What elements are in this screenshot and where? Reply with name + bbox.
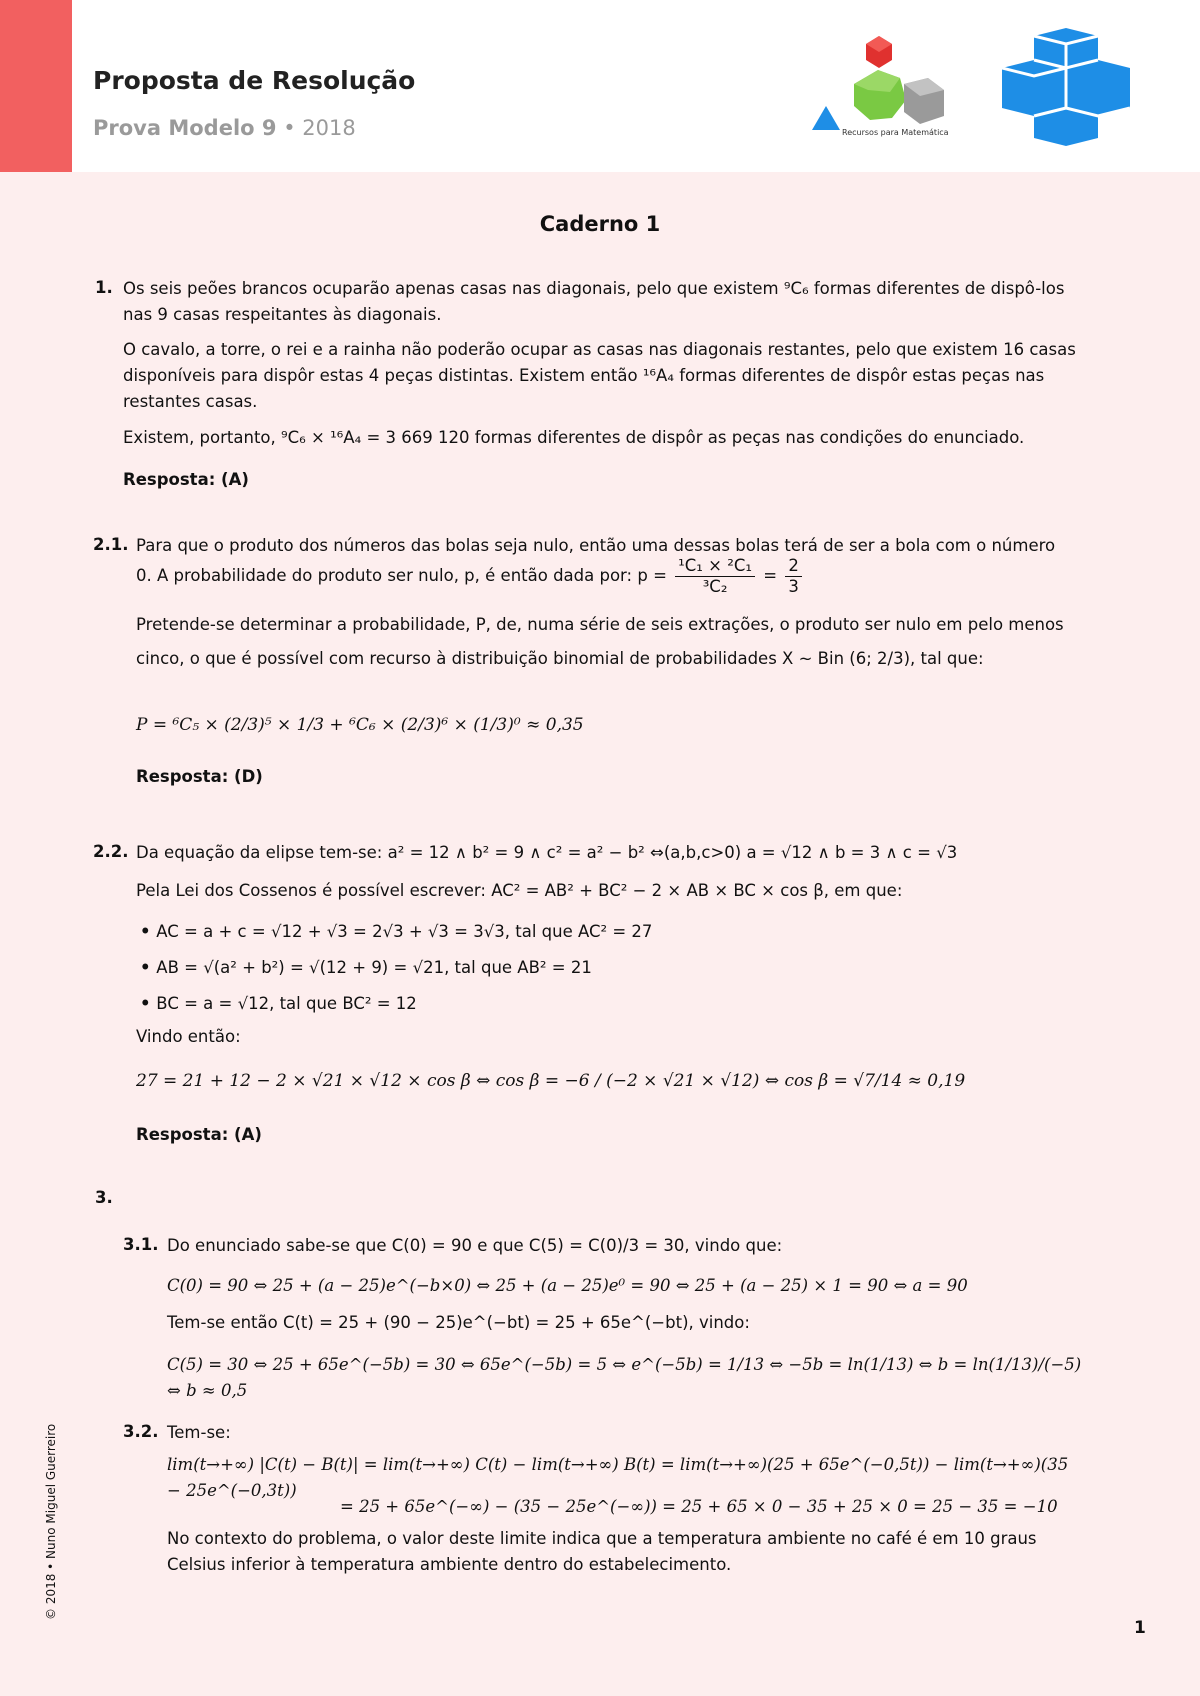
question-2-1-para-1b (136, 556, 1086, 597)
result-denominator: 3 (788, 577, 799, 596)
question-2-1-para-1: Para que o produto dos números das bolas seja nulo, então uma dessas bolas terá de ser a bola com o número (136, 536, 1056, 555)
cosine-formula: 27 = 21 + 12 − 2 × √21 × √12 × cos β ⇔ cos β = −6 / (−2 × √21 × √12) ⇔ cos β = √7/14 ≈ 0,19 (136, 1071, 966, 1091)
question-2-2-para-2: Pela Lei dos Cossenos é possível escrever: AC² = AB² + BC² − 2 × AB × BC × cos β, em que: (136, 881, 903, 900)
cube-icon (1002, 28, 1130, 146)
question-3-1-line-3: Tem-se então C(t) = 25 + (90 − 25)e^(−bt) = 25 + 65e^(−bt), vindo: (167, 1313, 750, 1332)
question-1-answer: Resposta: (A) (123, 470, 249, 489)
recursos-logo (812, 32, 982, 144)
question-2-1-para-2: Pretende-se determinar a probabilidade, P, de, numa série de seis extrações, o produto ser nulo em pelo menos (136, 615, 1064, 634)
copyright-vertical: © 2018 • Nuno Miguel Guerreiro (44, 1423, 58, 1620)
bullet-ab: • AB = √(a² + b²) = √(12 + 9) = √21, tal que AB² = 21 (140, 950, 1080, 986)
question-3-2-line-1: Tem-se: (167, 1423, 231, 1442)
probability-result-fraction (785, 556, 802, 597)
header (0, 0, 1200, 172)
bullet-bc: • BC = a = √12, tal que BC² = 12 (140, 986, 1080, 1022)
question-2-2-answer: Resposta: (A) (136, 1125, 262, 1144)
result-numerator: 2 (785, 556, 802, 577)
binomial-formula: P = ⁶C₅ × (2/3)⁵ × 1/3 + ⁶C₆ × (2/3)⁶ × (1/3)⁰ ≈ 0,35 (136, 715, 584, 735)
question-3-2-number: 3.2. (123, 1422, 159, 1441)
question-2-1-para-2b: cinco, o que é possível com recurso à distribuição binomial de probabilidades X ∼ Bin (6; 2/3), tal que: (136, 649, 984, 668)
bullet-ac: • AC = a + c = √12 + √3 = 2√3 + √3 = 3√3, tal que AC² = 27 (140, 914, 1080, 950)
question-1-number: 1. (95, 278, 113, 297)
question-2-2-para-1: Da equação da elipse tem-se: a² = 12 ∧ b² = 9 ∧ c² = a² − b² ⇔(a,b,c>0) a = √12 ∧ b = 3 ∧ c = √3 (136, 843, 958, 862)
page-number: 1 (1134, 1618, 1146, 1638)
fraction-numerator: ¹C₁ × ²C₁ (675, 556, 755, 577)
question-2-1-answer: Resposta: (D) (136, 767, 263, 786)
subtitle-year: 2018 (302, 116, 356, 140)
question-3-1-line-4: C(5) = 30 ⇔ 25 + 65e^(−5b) = 30 ⇔ 65e^(−5b) = 5 ⇔ e^(−5b) = 1/13 ⇔ −5b = ln(1/13) ⇔ b = ln(1/13)/(−5) ⇔ b ≈ 0,5 (167, 1355, 1082, 1400)
question-3-1-number: 3.1. (123, 1235, 159, 1254)
question-3-2-line-2: lim(t→+∞) |C(t) − B(t)| = lim(t→+∞) C(t) − lim(t→+∞) B(t) = lim(t→+∞)(25 + 65e^(−0,5t)) − lim(t→+∞)(35 − 25e^(−0,3t)) (167, 1455, 1069, 1500)
cosine-law-bullets (140, 914, 1080, 1022)
question-1-para-2: O cavalo, a torre, o rei e a rainha não poderão ocupar as casas nas diagonais restantes, pelo que existem 16 casas disponíveis para dispôr estas 4 peças distintas. Existem então ¹⁶A₄ formas diferentes de dispôr estas peças nas restantes casas. (123, 340, 1076, 411)
question-3-number: 3. (95, 1188, 113, 1207)
question-3-2-line-4: No contexto do problema, o valor deste limite indica que a temperatura ambiente no café é em 10 graus Celsius inferior à temperatura ambiente dentro do estabelecimento. (167, 1529, 1037, 1574)
probability-fraction (675, 556, 755, 597)
document-title: Proposta de Resolução (93, 66, 416, 95)
question-2-2-number: 2.2. (93, 842, 129, 861)
fraction-equals: = (763, 566, 778, 585)
cube-logo (1002, 28, 1130, 146)
question-2-1-para-1b-text: 0. A probabilidade do produto ser nulo, p, é então dada por: p = (136, 566, 667, 585)
question-1-para-3: Existem, portanto, ⁹C₆ × ¹⁶A₄ = 3 669 120 formas diferentes de dispôr as peças nas condições do enunciado. (123, 428, 1025, 447)
question-3-2-line-3: = 25 + 65e^(−∞) − (35 − 25e^(−∞)) = 25 + 65 × 0 − 35 + 25 × 0 = 25 − 35 = −10 (340, 1497, 1058, 1516)
fraction-denominator: ³C₂ (702, 577, 728, 596)
question-2-1-number: 2.1. (93, 535, 129, 554)
section-title: Caderno 1 (539, 212, 661, 236)
logo-text: Recursos para Matemática (842, 128, 949, 137)
question-3-1-line-2: C(0) = 90 ⇔ 25 + (a − 25)e^(−b×0) ⇔ 25 + (a − 25)e⁰ = 90 ⇔ 25 + (a − 25) × 1 = 90 ⇔ a = 90 (167, 1276, 968, 1295)
subtitle-main: Prova Modelo 9 (93, 116, 277, 140)
question-2-2-para-3: Vindo então: (136, 1027, 241, 1046)
document-subtitle (93, 116, 356, 140)
subtitle-separator: • (283, 116, 296, 140)
accent-bar (0, 0, 72, 172)
question-1-para-1: Os seis peões brancos ocuparão apenas casas nas diagonais, pelo que existem ⁹C₆ formas diferentes de dispô-los nas 9 casas respeitantes às diagonais. (123, 279, 1065, 324)
question-3-1-line-1: Do enunciado sabe-se que C(0) = 90 e que C(5) = C(0)/3 = 30, vindo que: (167, 1236, 783, 1255)
